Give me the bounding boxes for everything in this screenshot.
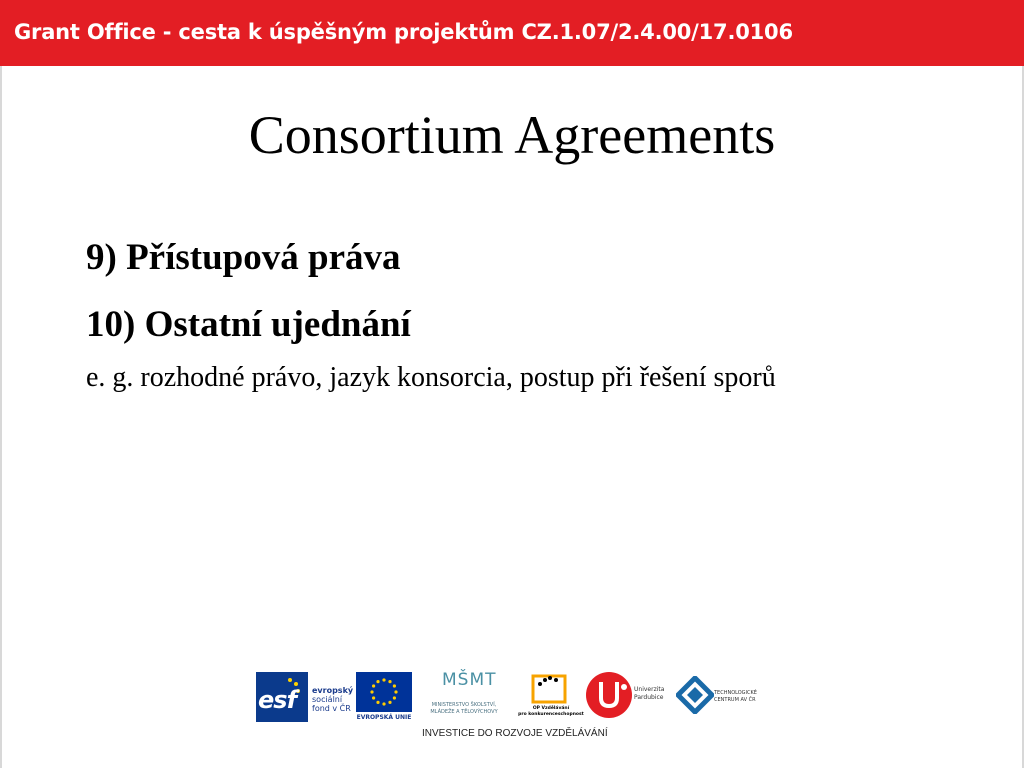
op-vk-text — [518, 706, 584, 718]
logo-strip — [252, 666, 772, 726]
esf-mark-text: esf — [258, 686, 297, 714]
list-item-access-rights: 9) Přístupová práva — [86, 237, 401, 278]
esf-text-line: evropský — [312, 686, 354, 695]
tc-mark-icon — [676, 676, 714, 714]
msmt-logo — [416, 668, 512, 724]
tc-text-line: CENTRUM AV ČR — [714, 697, 756, 703]
tc-logo — [676, 672, 772, 722]
op-vk-logo — [518, 670, 584, 724]
msmt-text — [416, 702, 512, 716]
esf-mark — [256, 672, 308, 722]
op-vk-mark-icon — [530, 670, 570, 706]
eu-flag-icon — [356, 672, 412, 712]
eu-text: EVROPSKÁ UNIE — [356, 714, 412, 721]
msmt-text-line: MLÁDEŽE A TĚLOVÝCHOVY — [430, 709, 498, 715]
tc-text — [714, 690, 757, 704]
eu-logo — [356, 672, 412, 722]
op-vk-text-line: pro konkurenceschopnost — [518, 712, 584, 717]
esf-text-line: fond v ČR — [312, 704, 351, 713]
left-border — [0, 66, 2, 768]
esf-text-line: sociální — [312, 695, 343, 704]
upce-text-line: Pardubice — [634, 694, 664, 701]
list-item-other-provisions: 10) Ostatní ujednání — [86, 304, 411, 345]
upce-text-line: Univerzita — [634, 686, 665, 693]
note-text: e. g. rozhodné právo, jazyk konsorcia, postup při řešení sporů — [86, 362, 776, 393]
header-bar — [0, 0, 1024, 66]
footer-tagline: INVESTICE DO ROZVOJE VZDĚLÁVÁNÍ — [422, 728, 608, 739]
slide-title: Consortium Agreements — [248, 105, 776, 165]
op-vk-text-line: OP Vzdělávání — [532, 706, 570, 711]
header-title: Grant Office - cesta k úspěšným projektům CZ.1.07/2.4.00/17.0106 — [14, 20, 793, 44]
upce-text — [634, 686, 664, 702]
esf-logo — [256, 672, 360, 722]
msmt-mark: MŠMT — [442, 670, 497, 690]
esf-text — [312, 686, 353, 713]
upce-mark-icon — [584, 670, 634, 720]
msmt-text-line: MINISTERSTVO ŠKOLSTVÍ, — [431, 702, 497, 708]
tc-text-line: TECHNOLOGICKÉ — [714, 690, 757, 696]
upce-logo — [584, 670, 674, 724]
